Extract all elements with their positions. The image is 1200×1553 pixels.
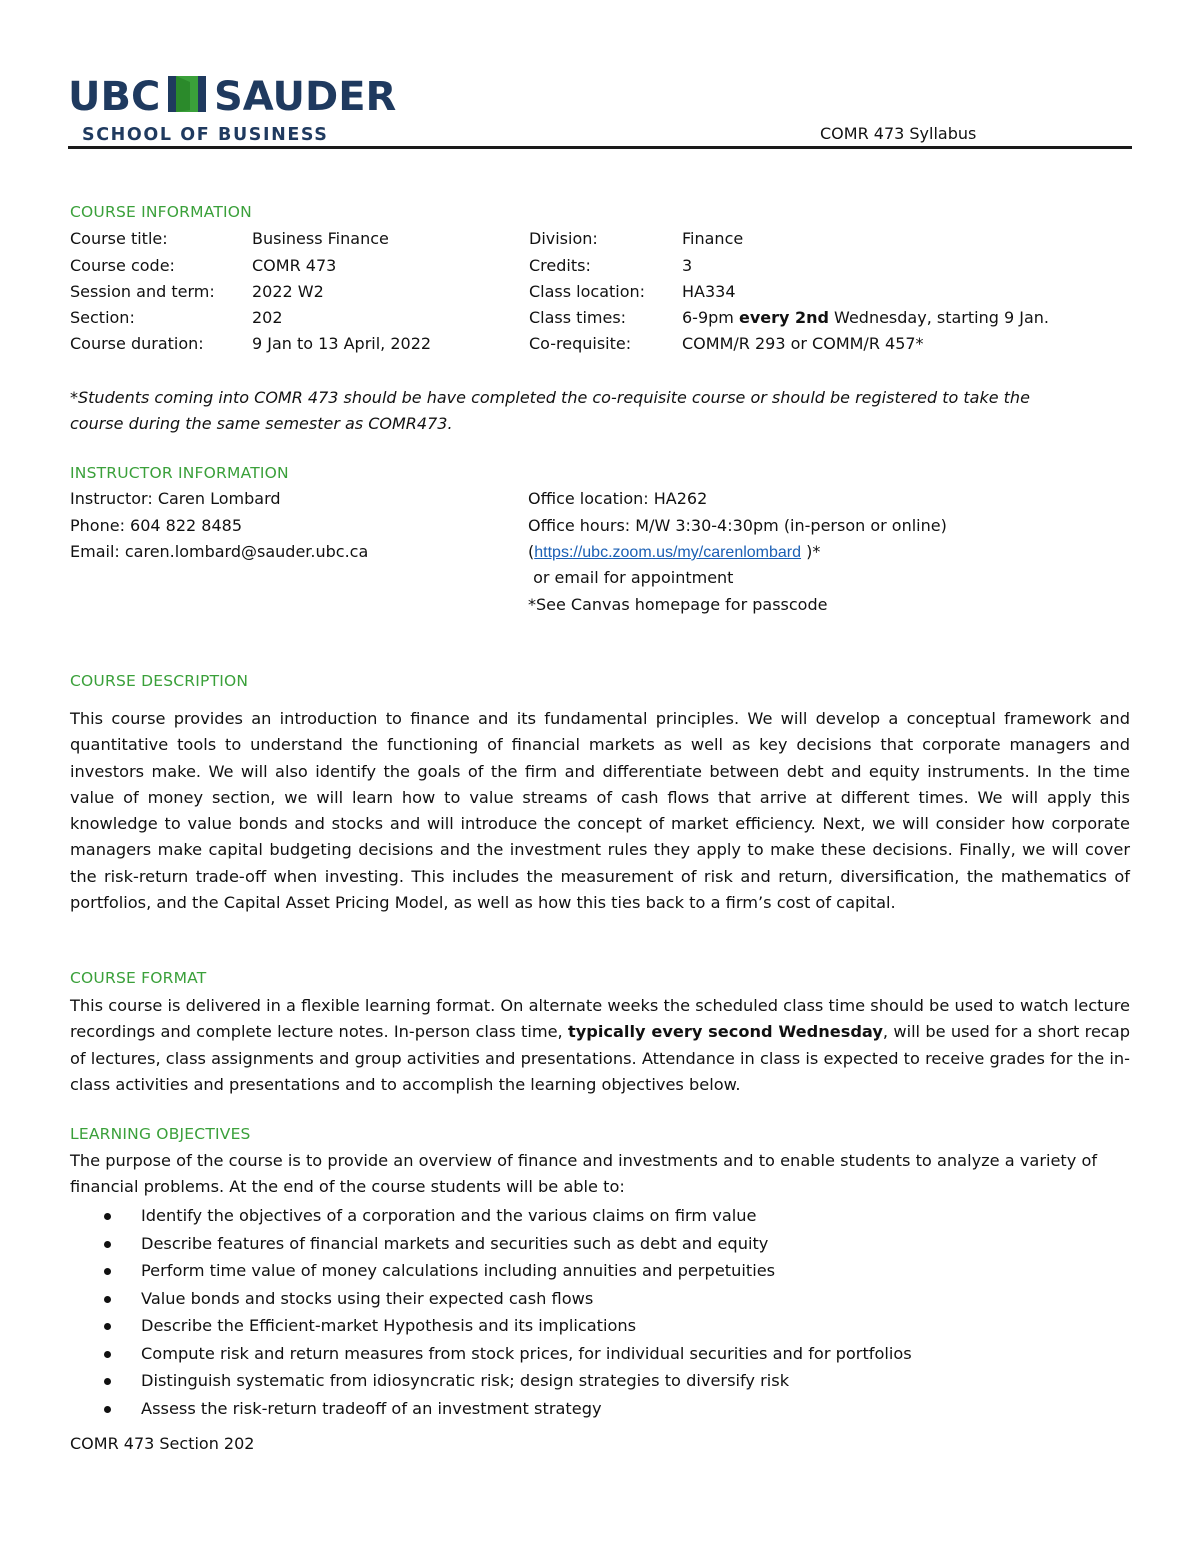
objectives-heading: LEARNING OBJECTIVES <box>70 1125 251 1143</box>
class-times-post: Wednesday, starting 9 Jan. <box>828 308 1049 327</box>
info-value: Business Finance <box>252 229 389 248</box>
bullet-icon <box>104 1213 111 1220</box>
info-label: Session and term: <box>70 282 215 301</box>
bullet-icon <box>104 1323 111 1330</box>
objective-text: Perform time value of money calculations including annuities and perpetuities <box>141 1261 776 1280</box>
objective-text: Assess the risk-return tradeoff of an investment strategy <box>141 1398 602 1418</box>
objective-text: Describe features of financial markets and securities such as debt and equity <box>141 1233 769 1253</box>
objective-text: Distinguish systematic from idiosyncratic risk; design strategies to diversify risk <box>141 1371 790 1390</box>
info-label: Course title: <box>70 229 168 248</box>
info-value: 9 Jan to 13 April, 2022 <box>252 334 432 353</box>
objectives-intro: The purpose of the course is to provide an overview of finance and investments and to enable students to analyze a variety of financial problems. At the end of the course students will be able to: <box>70 1151 1098 1197</box>
format-text-pre: This course is delivered in a flexible learning format. On alternate weeks the scheduled class time should be used to watch lecture recordings and complete lecture notes. In-person class time, <box>70 996 1130 1042</box>
list-item <box>70 1285 1130 1313</box>
zoom-link[interactable]: https://ubc.zoom.us/my/carenlombard <box>534 544 802 561</box>
info-label: Class location: <box>529 282 646 301</box>
instructor-heading: INSTRUCTOR INFORMATION <box>70 464 289 482</box>
list-item <box>70 1367 1130 1395</box>
info-value: Finance <box>682 229 744 248</box>
info-label: Co-requisite: <box>529 334 632 353</box>
description-heading: COURSE DESCRIPTION <box>70 672 249 690</box>
zoom-close: )* <box>801 542 821 561</box>
info-value: 2022 W2 <box>252 282 324 301</box>
info-value: COMM/R 293 or COMM/R 457* <box>682 334 924 353</box>
list-item <box>70 1202 1130 1230</box>
logo-subtitle: SCHOOL OF BUSINESS <box>82 125 329 144</box>
instructor-email[interactable]: Email: caren.lombard@sauder.ubc.ca <box>70 542 369 561</box>
instructor-name: Instructor: Caren Lombard <box>70 489 281 508</box>
header-divider <box>68 146 1132 149</box>
list-item <box>70 1340 1130 1368</box>
bullet-icon <box>104 1296 111 1303</box>
objectives-list <box>70 1202 1130 1422</box>
passcode-note: *See Canvas homepage for passcode <box>528 595 828 614</box>
zoom-open: ( <box>528 542 535 561</box>
class-times-bold: every 2nd <box>738 308 829 327</box>
bullet-icon <box>104 1241 111 1248</box>
note-line: course during the same semester as COMR473. <box>70 414 453 433</box>
office-hours: Office hours: M/W 3:30-4:30pm (in-person or online) <box>528 516 947 535</box>
zoom-line <box>528 542 820 562</box>
page-footer: COMR 473 Section 202 <box>70 1434 255 1453</box>
objective-text: Value bonds and stocks using their expected cash flows <box>141 1288 594 1308</box>
logo-gate-icon <box>168 76 206 112</box>
office-location: Office location: HA262 <box>528 489 708 508</box>
info-label: Division: <box>529 229 598 248</box>
info-label: Section: <box>70 308 135 327</box>
info-value: HA334 <box>682 282 736 301</box>
info-label: Course code: <box>70 256 175 275</box>
format-text-bold: typically every second Wednesday <box>567 1022 883 1042</box>
list-item <box>70 1257 1130 1285</box>
info-label: Class times: <box>529 308 627 327</box>
list-item <box>70 1230 1130 1258</box>
bullet-icon <box>104 1268 111 1275</box>
info-value: 3 <box>682 256 693 275</box>
format-text <box>70 993 1130 1098</box>
note-line: *Students coming into COMR 473 should be have completed the co-requisite course or should be registered to take the <box>70 388 1030 407</box>
logo-ubc-text: UBC <box>68 74 161 120</box>
info-value: 202 <box>252 308 283 327</box>
objective-text: Describe the Efficient-market Hypothesis and its implications <box>141 1316 637 1335</box>
objective-text: Compute risk and return measures from stock prices, for individual securities and for portfolios <box>141 1343 912 1363</box>
class-times-pre: 6-9pm <box>682 308 739 327</box>
course-info-heading: COURSE INFORMATION <box>70 203 252 221</box>
document-title: COMR 473 Syllabus <box>820 124 977 143</box>
format-text-post: , will be used for a short recap of lectures, class assignments and group activities and presentations. Attendance in class is expected to receive grades for the in-class activities and presentations and to accomplish the learning objectives below. <box>70 1022 1130 1094</box>
class-times-value <box>682 308 1049 327</box>
bullet-icon <box>104 1406 111 1413</box>
instructor-phone: Phone: 604 822 8485 <box>70 516 243 535</box>
logo-sauder-text: SAUDER <box>214 74 397 120</box>
co-requisite-note <box>70 385 1130 437</box>
objective-text: Identify the objectives of a corporation and the various claims on firm value <box>141 1206 757 1225</box>
bullet-icon <box>104 1378 111 1385</box>
list-item <box>70 1395 1130 1423</box>
info-label: Course duration: <box>70 334 204 353</box>
ubc-sauder-logo <box>68 72 398 144</box>
list-item <box>70 1312 1130 1340</box>
appointment-note: or email for appointment <box>528 568 734 587</box>
description-text: This course provides an introduction to finance and its fundamental principles. We will develop a conceptual framework and quantitative tools to understand the functioning of financial markets as well as key decisions that corporate managers and investors make. We will also identify the goals of the firm and differentiate between debt and equity instruments. In the time value of money section, we will learn how to value streams of cash flows that arrive at different times. We will apply this knowledge to value bonds and stocks and will introduce the concept of market efficiency. Next, we will consider how corporate managers make capital budgeting decisions and the investment rules they apply to make these decisions. Finally, we will cover the risk-return trade-off when investing. This includes the measurement of risk and return, diversification, the mathematics of portfolios, and the Capital Asset Pricing Model, as well as how this ties back to a firm’s cost of capital. <box>70 709 1130 913</box>
format-heading: COURSE FORMAT <box>70 969 207 987</box>
info-label: Credits: <box>529 256 591 275</box>
bullet-icon <box>104 1351 111 1358</box>
info-value: COMR 473 <box>252 256 337 275</box>
